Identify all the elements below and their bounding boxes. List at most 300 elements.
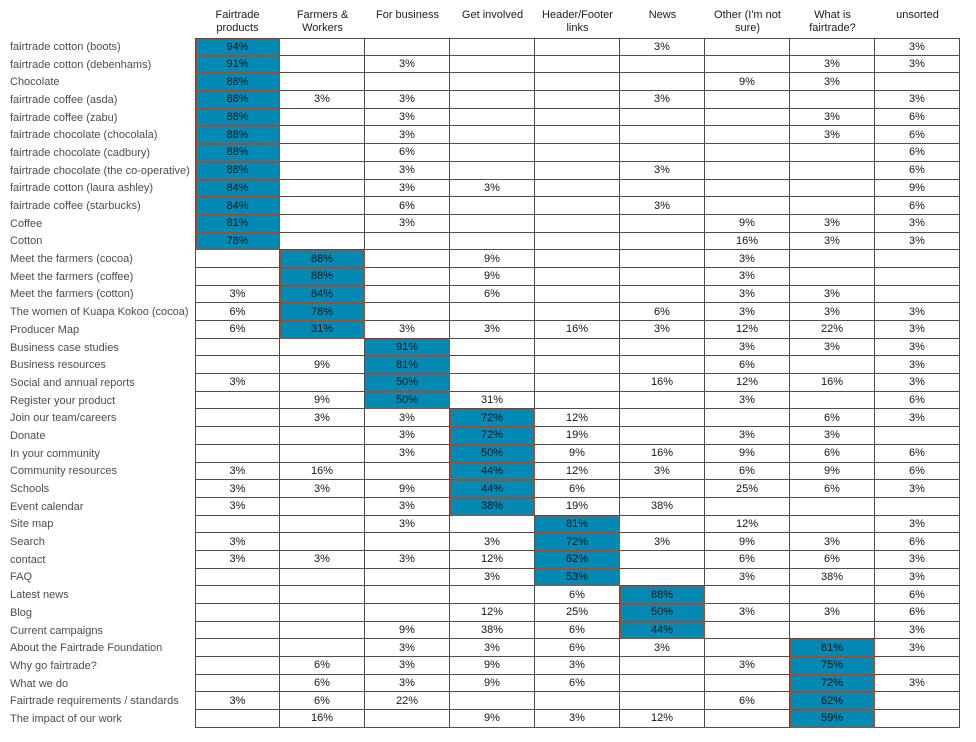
- matrix-cell: [365, 38, 450, 56]
- matrix-cell: 25%: [705, 480, 790, 498]
- matrix-cell-highlighted: 81%: [790, 639, 875, 657]
- matrix-cell: 3%: [195, 498, 280, 516]
- matrix-cell: 38%: [790, 569, 875, 587]
- matrix-cell: 6%: [705, 551, 790, 569]
- matrix-cell: [195, 586, 280, 604]
- matrix-cell: [280, 498, 365, 516]
- matrix-cell-highlighted: 88%: [620, 586, 705, 604]
- matrix-cell-highlighted: 91%: [195, 56, 280, 74]
- matrix-cell: [875, 73, 960, 91]
- matrix-cell: [535, 339, 620, 357]
- matrix-cell: [195, 622, 280, 640]
- matrix-cell: [790, 197, 875, 215]
- matrix-cell: 12%: [535, 409, 620, 427]
- matrix-cell: [620, 692, 705, 710]
- matrix-cell: 12%: [450, 604, 535, 622]
- row-label: The women of Kuapa Kokoo (cocoa): [10, 306, 189, 319]
- matrix-cell-highlighted: 38%: [450, 498, 535, 516]
- matrix-cell-highlighted: 94%: [195, 38, 280, 56]
- matrix-cell: 6%: [365, 197, 450, 215]
- row-label: Event calendar: [10, 500, 84, 513]
- matrix-cell: [195, 356, 280, 374]
- matrix-cell: [705, 622, 790, 640]
- matrix-cell: 6%: [875, 604, 960, 622]
- matrix-cell: 3%: [365, 675, 450, 693]
- matrix-cell: 9%: [790, 463, 875, 481]
- row-label: FAQ: [10, 571, 33, 584]
- matrix-cell: [705, 38, 790, 56]
- matrix-cell: 3%: [875, 56, 960, 74]
- matrix-cell: 9%: [280, 356, 365, 374]
- matrix-cell: [875, 286, 960, 304]
- matrix-cell: 6%: [875, 392, 960, 410]
- header-row: [0, 8, 960, 38]
- matrix-cell: 3%: [875, 233, 960, 251]
- matrix-cell: [365, 533, 450, 551]
- matrix-cell-highlighted: 88%: [195, 73, 280, 91]
- table-row: [0, 215, 960, 233]
- matrix-cell: [195, 675, 280, 693]
- matrix-cell: [620, 480, 705, 498]
- matrix-cell: 6%: [365, 144, 450, 162]
- matrix-cell-highlighted: 50%: [620, 604, 705, 622]
- matrix-cell: [450, 233, 535, 251]
- matrix-cell: [705, 56, 790, 74]
- matrix-cell: 3%: [875, 516, 960, 534]
- matrix-cell-highlighted: 84%: [195, 197, 280, 215]
- matrix-cell-highlighted: 81%: [195, 215, 280, 233]
- row-label: Cotton: [10, 235, 43, 248]
- matrix-cell: [365, 463, 450, 481]
- matrix-cell: 9%: [280, 392, 365, 410]
- matrix-cell: 3%: [790, 303, 875, 321]
- table-row: [0, 551, 960, 569]
- matrix-cell: 3%: [705, 303, 790, 321]
- matrix-cell: [195, 427, 280, 445]
- matrix-cell: 3%: [195, 551, 280, 569]
- matrix-cell: 6%: [790, 445, 875, 463]
- matrix-cell: [195, 657, 280, 675]
- matrix-cell: 9%: [450, 657, 535, 675]
- matrix-cell: [705, 109, 790, 127]
- matrix-cell: 6%: [875, 109, 960, 127]
- matrix-cell: 3%: [875, 215, 960, 233]
- matrix-cell: [450, 197, 535, 215]
- matrix-cell: [280, 215, 365, 233]
- matrix-cell-highlighted: 44%: [450, 463, 535, 481]
- matrix-cell: [790, 392, 875, 410]
- matrix-cell: [365, 268, 450, 286]
- matrix-cell: [280, 604, 365, 622]
- matrix-cell: [790, 268, 875, 286]
- matrix-cell: [875, 692, 960, 710]
- matrix-cell: [705, 710, 790, 728]
- matrix-cell: [620, 516, 705, 534]
- matrix-cell: [195, 639, 280, 657]
- matrix-cell: [535, 692, 620, 710]
- table-row: [0, 233, 960, 251]
- matrix-cell: [280, 569, 365, 587]
- row-label: Business case studies: [10, 341, 119, 354]
- matrix-cell: [790, 91, 875, 109]
- table-row: [0, 392, 960, 410]
- matrix-cell: [450, 374, 535, 392]
- matrix-cell: [365, 250, 450, 268]
- matrix-cell: [280, 197, 365, 215]
- matrix-cell: [875, 427, 960, 445]
- matrix-cell-highlighted: 88%: [195, 91, 280, 109]
- matrix-cell: 3%: [365, 321, 450, 339]
- matrix-cell: [705, 91, 790, 109]
- matrix-cell: [280, 445, 365, 463]
- matrix-cell-highlighted: 72%: [535, 533, 620, 551]
- row-label: Social and annual reports: [10, 376, 135, 389]
- table-row: [0, 622, 960, 640]
- row-label: Schools: [10, 483, 50, 496]
- row-label: In your community: [10, 447, 100, 460]
- matrix-cell: 3%: [535, 657, 620, 675]
- matrix-cell: [535, 392, 620, 410]
- matrix-cell: [620, 73, 705, 91]
- matrix-cell: [280, 533, 365, 551]
- matrix-cell: 3%: [705, 427, 790, 445]
- table-row: [0, 197, 960, 215]
- row-label: contact: [10, 553, 46, 566]
- matrix-cell: [620, 268, 705, 286]
- row-label: Meet the farmers (cotton): [10, 288, 134, 301]
- matrix-cell: [450, 144, 535, 162]
- matrix-cell: [705, 144, 790, 162]
- row-label: fairtrade cotton (boots): [10, 40, 121, 53]
- matrix-cell: [450, 109, 535, 127]
- matrix-cell: 19%: [535, 498, 620, 516]
- table-row: [0, 73, 960, 91]
- matrix-cell: [620, 286, 705, 304]
- table-row: [0, 480, 960, 498]
- matrix-cell: 16%: [620, 374, 705, 392]
- matrix-cell: [450, 162, 535, 180]
- matrix-cell: 3%: [450, 569, 535, 587]
- matrix-cell: 6%: [535, 586, 620, 604]
- matrix-cell: [195, 409, 280, 427]
- row-label: fairtrade chocolate (cadbury): [10, 146, 151, 159]
- matrix-cell: 6%: [790, 551, 875, 569]
- matrix-cell: [280, 162, 365, 180]
- matrix-cell: 3%: [620, 639, 705, 657]
- matrix-cell: 6%: [195, 303, 280, 321]
- matrix-cell: 3%: [620, 321, 705, 339]
- column-header: Fairtrade products: [215, 9, 260, 34]
- matrix-cell: 3%: [790, 533, 875, 551]
- matrix-cell: 9%: [705, 215, 790, 233]
- matrix-cell: [620, 144, 705, 162]
- matrix-cell: [280, 374, 365, 392]
- matrix-cell: [535, 215, 620, 233]
- table-row: [0, 586, 960, 604]
- column-header: unsorted: [896, 9, 939, 21]
- matrix-cell: 3%: [790, 233, 875, 251]
- matrix-cell: [790, 144, 875, 162]
- matrix-cell: 3%: [365, 498, 450, 516]
- matrix-cell: [280, 639, 365, 657]
- matrix-cell: 6%: [280, 692, 365, 710]
- matrix-cell-highlighted: 88%: [280, 250, 365, 268]
- matrix-cell: [450, 56, 535, 74]
- matrix-cell: [535, 250, 620, 268]
- matrix-cell: 3%: [620, 38, 705, 56]
- table-row: [0, 516, 960, 534]
- matrix-cell: [280, 586, 365, 604]
- matrix-cell: [620, 551, 705, 569]
- matrix-cell: 3%: [365, 56, 450, 74]
- table-row: [0, 180, 960, 198]
- matrix-cell: [365, 569, 450, 587]
- matrix-cell: 3%: [705, 339, 790, 357]
- matrix-cell: [195, 268, 280, 286]
- matrix-cell: 12%: [620, 710, 705, 728]
- matrix-cell: [280, 180, 365, 198]
- matrix-cell: 3%: [790, 286, 875, 304]
- matrix-cell: 3%: [875, 91, 960, 109]
- matrix-cell: [365, 303, 450, 321]
- matrix-cell: 3%: [365, 516, 450, 534]
- table-row: [0, 91, 960, 109]
- row-label: fairtrade chocolate (the co-operative): [10, 164, 190, 177]
- table-row: [0, 710, 960, 728]
- matrix-cell: 12%: [705, 516, 790, 534]
- matrix-cell: 3%: [365, 427, 450, 445]
- table-row: [0, 427, 960, 445]
- matrix-cell-highlighted: 88%: [195, 126, 280, 144]
- matrix-cell: 3%: [875, 356, 960, 374]
- matrix-cell: 3%: [450, 180, 535, 198]
- column-header: For business: [376, 9, 439, 21]
- matrix-cell-highlighted: 44%: [620, 622, 705, 640]
- row-label: Blog: [10, 606, 33, 619]
- matrix-cell: 3%: [195, 480, 280, 498]
- matrix-cell: [280, 38, 365, 56]
- matrix-cell: 3%: [450, 321, 535, 339]
- matrix-cell: 3%: [365, 126, 450, 144]
- matrix-cell: 22%: [790, 321, 875, 339]
- matrix-cell: 3%: [875, 480, 960, 498]
- row-label: Fairtrade requirements / standards: [10, 695, 179, 708]
- matrix-cell: 3%: [705, 392, 790, 410]
- row-label: What we do: [10, 677, 69, 690]
- matrix-rows: [0, 38, 960, 728]
- matrix-cell: 9%: [450, 250, 535, 268]
- matrix-cell: 9%: [705, 445, 790, 463]
- matrix-cell: [535, 91, 620, 109]
- matrix-cell: 3%: [790, 339, 875, 357]
- table-row: [0, 498, 960, 516]
- table-row: [0, 356, 960, 374]
- matrix-cell: 3%: [875, 38, 960, 56]
- matrix-cell: 38%: [620, 498, 705, 516]
- matrix-cell: 6%: [875, 144, 960, 162]
- matrix-cell: [535, 197, 620, 215]
- row-label: Chocolate: [10, 76, 60, 89]
- matrix-cell: 6%: [875, 533, 960, 551]
- matrix-cell: [705, 126, 790, 144]
- matrix-cell: 12%: [705, 321, 790, 339]
- matrix-cell: [875, 710, 960, 728]
- matrix-cell-highlighted: 81%: [535, 516, 620, 534]
- matrix-cell: [705, 498, 790, 516]
- matrix-cell: 3%: [195, 374, 280, 392]
- matrix-cell-highlighted: 88%: [195, 162, 280, 180]
- matrix-cell: [705, 197, 790, 215]
- matrix-cell: [280, 56, 365, 74]
- matrix-cell: 9%: [875, 180, 960, 198]
- matrix-cell: 3%: [280, 480, 365, 498]
- matrix-cell: 6%: [620, 303, 705, 321]
- matrix-cell: 19%: [535, 427, 620, 445]
- matrix-cell: 6%: [790, 480, 875, 498]
- table-row: [0, 38, 960, 56]
- matrix-cell: 9%: [365, 480, 450, 498]
- row-label: Current campaigns: [10, 624, 103, 637]
- matrix-cell: [535, 73, 620, 91]
- matrix-cell: [620, 233, 705, 251]
- row-label: fairtrade cotton (debenhams): [10, 58, 152, 71]
- table-row: [0, 303, 960, 321]
- matrix-cell: 3%: [195, 463, 280, 481]
- matrix-cell: 12%: [450, 551, 535, 569]
- matrix-cell: 3%: [365, 551, 450, 569]
- matrix-cell: 16%: [620, 445, 705, 463]
- matrix-cell: [365, 73, 450, 91]
- matrix-cell: [705, 409, 790, 427]
- matrix-cell: [195, 569, 280, 587]
- matrix-cell: [620, 250, 705, 268]
- matrix-cell-highlighted: 50%: [365, 374, 450, 392]
- matrix-cell: [365, 586, 450, 604]
- matrix-cell: 6%: [535, 622, 620, 640]
- card-sort-matrix: [0, 8, 960, 728]
- matrix-cell: [280, 233, 365, 251]
- row-label: Why go fairtrade?: [10, 659, 97, 672]
- matrix-cell: 3%: [790, 215, 875, 233]
- matrix-cell: 3%: [875, 303, 960, 321]
- table-row: [0, 657, 960, 675]
- row-label: Register your product: [10, 394, 116, 407]
- column-header: Header/Footer links: [542, 9, 613, 34]
- row-label: Site map: [10, 518, 54, 531]
- matrix-cell-highlighted: 72%: [790, 675, 875, 693]
- row-label: fairtrade coffee (asda): [10, 93, 118, 106]
- matrix-cell: [450, 73, 535, 91]
- matrix-cell-highlighted: 78%: [195, 233, 280, 251]
- table-row: [0, 286, 960, 304]
- matrix-cell: 6%: [705, 463, 790, 481]
- matrix-cell: 3%: [195, 692, 280, 710]
- table-row: [0, 250, 960, 268]
- matrix-cell: [620, 356, 705, 374]
- matrix-cell: 9%: [705, 533, 790, 551]
- matrix-cell: 3%: [875, 321, 960, 339]
- matrix-cell: 3%: [790, 126, 875, 144]
- column-header: Get involved: [461, 9, 524, 21]
- matrix-cell: [535, 56, 620, 74]
- column-header: News: [648, 9, 677, 21]
- table-row: [0, 162, 960, 180]
- matrix-cell-highlighted: 81%: [365, 356, 450, 374]
- matrix-cell: 3%: [365, 409, 450, 427]
- matrix-cell: 3%: [365, 639, 450, 657]
- table-row: [0, 639, 960, 657]
- matrix-cell: 12%: [705, 374, 790, 392]
- matrix-cell: [195, 604, 280, 622]
- matrix-cell: 6%: [535, 480, 620, 498]
- matrix-cell: [790, 180, 875, 198]
- matrix-cell: [620, 180, 705, 198]
- matrix-cell: [280, 126, 365, 144]
- matrix-cell: 6%: [705, 356, 790, 374]
- matrix-cell: 3%: [790, 604, 875, 622]
- matrix-cell: 3%: [195, 533, 280, 551]
- matrix-cell-highlighted: 88%: [195, 109, 280, 127]
- matrix-cell: [620, 126, 705, 144]
- matrix-cell: [280, 73, 365, 91]
- matrix-cell: [280, 109, 365, 127]
- matrix-cell: [365, 604, 450, 622]
- column-header: What is fairtrade?: [809, 9, 856, 34]
- matrix-cell-highlighted: 75%: [790, 657, 875, 675]
- matrix-cell: [195, 710, 280, 728]
- matrix-cell: 12%: [535, 463, 620, 481]
- matrix-cell: [365, 233, 450, 251]
- table-row: [0, 126, 960, 144]
- matrix-cell: [620, 56, 705, 74]
- matrix-cell: [195, 516, 280, 534]
- table-row: [0, 692, 960, 710]
- matrix-cell: 3%: [620, 463, 705, 481]
- matrix-cell: 6%: [535, 639, 620, 657]
- matrix-cell: 31%: [450, 392, 535, 410]
- row-label: Latest news: [10, 589, 69, 602]
- matrix-cell: [535, 374, 620, 392]
- matrix-cell: 3%: [280, 91, 365, 109]
- matrix-cell: 16%: [280, 710, 365, 728]
- matrix-cell-highlighted: 84%: [195, 180, 280, 198]
- matrix-cell-highlighted: 91%: [365, 339, 450, 357]
- row-label: Business resources: [10, 359, 106, 372]
- matrix-cell: 6%: [875, 586, 960, 604]
- matrix-cell-highlighted: 50%: [365, 392, 450, 410]
- matrix-cell-highlighted: 72%: [450, 409, 535, 427]
- matrix-cell: [705, 180, 790, 198]
- column-header: Other (I'm not sure): [714, 9, 781, 34]
- matrix-cell: [450, 516, 535, 534]
- matrix-cell: 16%: [705, 233, 790, 251]
- matrix-cell-highlighted: 44%: [450, 480, 535, 498]
- matrix-cell: [535, 286, 620, 304]
- column-header: Farmers & Workers: [296, 9, 349, 34]
- table-row: [0, 409, 960, 427]
- matrix-cell: [705, 162, 790, 180]
- matrix-cell: 3%: [790, 56, 875, 74]
- matrix-cell: [365, 710, 450, 728]
- table-row: [0, 144, 960, 162]
- matrix-cell: [620, 392, 705, 410]
- matrix-cell: [535, 144, 620, 162]
- matrix-cell: 16%: [280, 463, 365, 481]
- matrix-cell-highlighted: 59%: [790, 710, 875, 728]
- matrix-cell: [365, 286, 450, 304]
- matrix-cell-highlighted: 78%: [280, 303, 365, 321]
- matrix-cell: [705, 675, 790, 693]
